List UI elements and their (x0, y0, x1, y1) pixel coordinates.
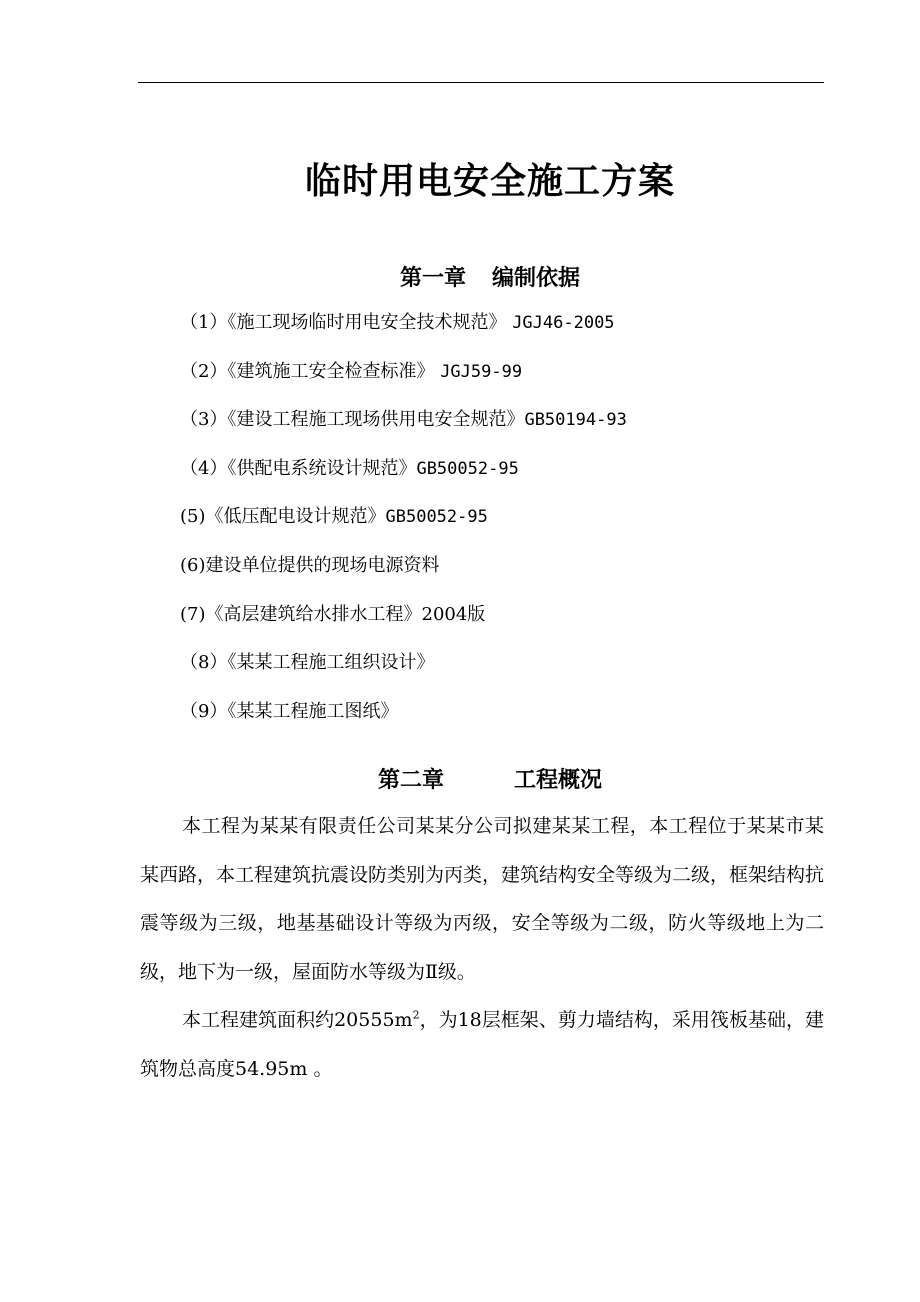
list-item-code: GB50052-95 (416, 458, 519, 479)
chapter-2-heading (0, 766, 920, 796)
list-item-number: （2） (180, 360, 228, 382)
list-item-number: （9） (180, 700, 228, 722)
list-item-title: 《施工现场临时用电安全技术规范》 (227, 312, 507, 333)
list-item (180, 549, 627, 598)
chapter-1-name: 编制依据 (492, 266, 581, 291)
chapter-2-label: 第二章 (377, 768, 444, 793)
list-item (180, 355, 627, 404)
list-item (180, 695, 627, 744)
list-item-number: （1） (180, 312, 228, 333)
list-item-title: 《某某工程施工组织设计》 (227, 652, 435, 674)
reference-list (180, 306, 627, 743)
list-item-code: GB50052-95 (385, 507, 488, 528)
list-item-code: GB50194-93 (524, 410, 627, 431)
list-item-number: (5) (180, 506, 206, 528)
overview-paragraph-1: 本工程为某某有限责任公司某某分公司拟建某某工程，本工程位于某某市某某西路，本工程建筑抗震设防类别为丙类，建筑结构安全等级为二级，框架结构抗震等级为三级，地基基础设计等级为丙级，安全等级为二级，防火等级地上为二级，地下为一级，屋面防水等级为Ⅱ级。 (140, 815, 825, 983)
list-item-title: 《供配电系统设计规范》 (227, 457, 417, 479)
chapter-2-name: 工程概况 (514, 768, 603, 793)
chapter-1-heading (0, 264, 920, 294)
list-item-title: 《高层建筑给水排水工程》 (205, 603, 422, 625)
list-item (180, 306, 627, 355)
list-item-title: 《某某工程施工图纸》 (227, 700, 399, 722)
list-item-title: 《建设工程施工现场供用电安全规范》 (227, 409, 525, 431)
list-item (180, 500, 627, 549)
area-unit-superscript: 2 (412, 1008, 420, 1022)
list-item-number: (7) (180, 603, 206, 625)
list-item-number: （3） (180, 409, 228, 431)
document-title: 临时用电安全施工方案 (304, 161, 675, 202)
list-item-number: (6) (180, 554, 206, 576)
list-item (180, 646, 627, 695)
list-item (180, 403, 627, 452)
list-item-number: （4） (180, 457, 228, 479)
list-item-code: 2004版 (421, 603, 486, 625)
chapter-1-label: 第一章 (399, 266, 466, 291)
structure-text: ，为18层框架、剪力墙结构，采用筏板基础，建筑物总高度54.95m 。 (140, 1009, 824, 1080)
list-item-number: （8） (180, 652, 228, 674)
header-rule (138, 82, 824, 83)
list-item (180, 598, 627, 647)
area-text: 本工程建筑面积约20555m (182, 1009, 413, 1031)
list-item-title: 建设单位提供的现场电源资料 (205, 554, 440, 576)
list-item-title: 《建筑施工安全检查标准》 (227, 360, 435, 382)
project-overview (140, 802, 824, 1093)
list-item-code: JGJ46-2005 (512, 313, 615, 333)
list-item-title: 《低压配电设计规范》 (205, 506, 386, 528)
list-item (180, 452, 627, 501)
list-item-code: JGJ59-99 (440, 361, 523, 382)
overview-paragraph-2 (140, 996, 824, 1093)
